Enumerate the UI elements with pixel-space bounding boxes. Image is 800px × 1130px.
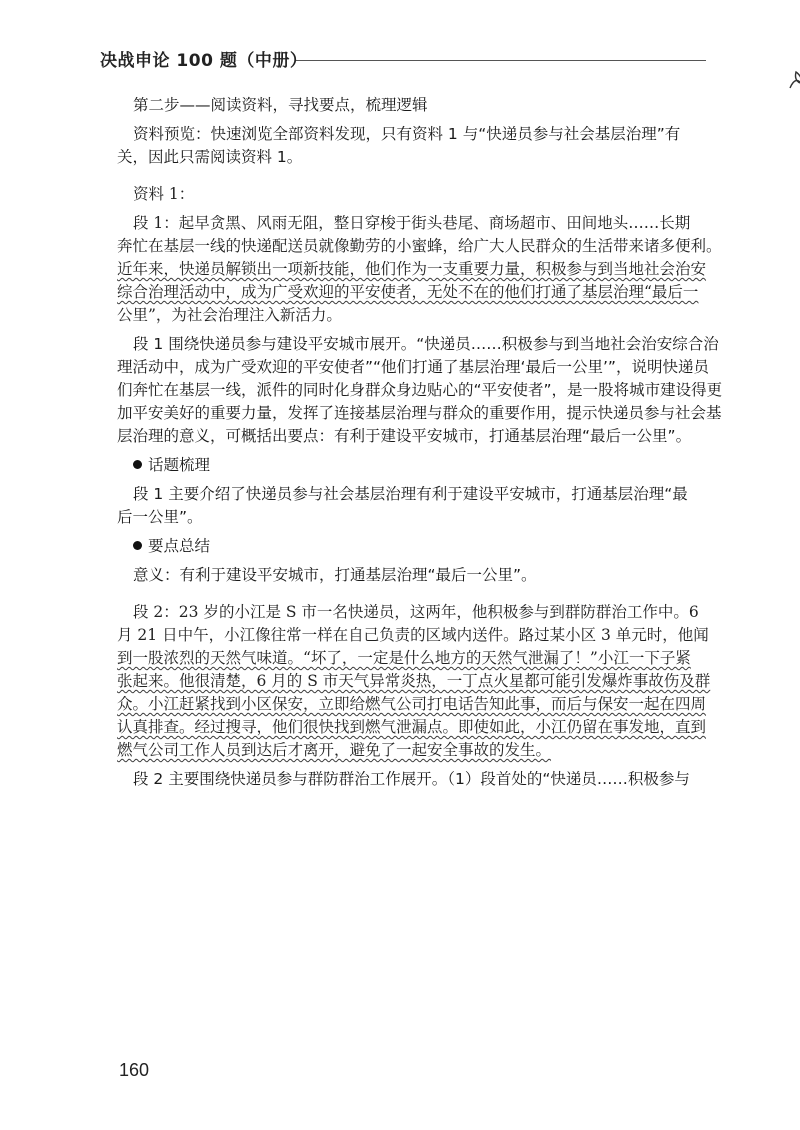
- topic-heading: [117, 454, 717, 477]
- preview-paragraph: [117, 123, 717, 169]
- analysis-paragraph-1: [117, 333, 723, 448]
- step-heading: 第二步——阅读资料，寻找要点，梳理逻辑: [133, 96, 428, 114]
- summary-heading: [117, 535, 717, 558]
- running-header: [100, 44, 720, 74]
- material-line-underlined: 张起来。他很清楚，6 月的 S 市天气异常炎热，一丁点火星都可能引发爆炸事故伤及群: [117, 672, 711, 690]
- header-rule: [296, 60, 706, 61]
- topic-paragraph: [117, 483, 717, 529]
- material-line-underlined: 燃气公司工作人员到达后才离开，避免了一起安全事故的发生。: [117, 741, 552, 759]
- material-line-underlined: 综合治理活动中，成为广受欢迎的平安使者，无处不在的他们打通了基层治理“最后一: [117, 283, 699, 301]
- summary-heading-text: 要点总结: [148, 537, 211, 555]
- page-content: [117, 94, 723, 791]
- analysis-line: 加平安美好的重要力量，发挥了连接基层治理与群众的重要作用，提示快递员参与社会基: [117, 404, 722, 422]
- material-label: 资料 1：: [133, 185, 195, 203]
- analysis-line: 理活动中，成为广受欢迎的平安使者”“他们打通了基层治理‘最后一公里’”，说明快递员: [117, 358, 709, 376]
- analysis-line: 段 1 围绕快递员参与建设平安城市展开。“快递员……积极参与到当地社会治安综合治: [133, 335, 719, 353]
- book-title: 决战申论 100 题（中册）: [100, 51, 308, 71]
- material-line: 公里”，为社会治理注入新活力。: [117, 306, 342, 324]
- material-line: 月 21 日中午，小江像往常一样在自己负责的区域内送件。路过某小区 3 单元时，他闻: [117, 626, 709, 644]
- material-line: 段 1：起早贪黑、风雨无阻，整日穿梭于街头巷尾、商场超市、田间地头……长期: [133, 214, 691, 232]
- material-line-underlined: 近年来，快递员解锁出一项新技能，他们作为一支重要力量，积极参与到当地社会治安: [117, 260, 707, 278]
- topic-heading-text: 话题梳理: [148, 456, 211, 474]
- summary-line: 意义：有利于建设平安城市，打通基层治理“最后一公里”。: [133, 566, 537, 584]
- material-line-underlined: 认真排查。经过搜寻，他们很快找到燃气泄漏点。即使如此，小江仍留在事发地，直到: [117, 718, 707, 736]
- material-line-underlined: 众。小江赶紧找到小区保安，立即给燃气公司打电话告知此事，而后与保安一起在四周: [117, 695, 707, 713]
- analysis-line: 层治理的意义，可概括出要点：有利于建设平安城市，打通基层治理“最后一公里”。: [117, 427, 692, 445]
- material-paragraph-1: [117, 212, 722, 327]
- material-line: 段 2：23 岁的小江是 S 市一名快递员，这两年，他积极参与到群防群治工作中。6: [133, 603, 699, 621]
- bullet-icon: [133, 541, 142, 550]
- analysis-line: 们奔忙在基层一线，派件的同时化身群众身边贴心的“平安使者”，是一股将城市建设得更: [117, 381, 723, 399]
- preview-line: 资料预览：快速浏览全部资料发现，只有资料 1 与“快递员参与社会基层治理”有: [133, 125, 681, 143]
- material-line: 奔忙在基层一线的快递配送员就像勤劳的小蜜蜂，给广大人民群众的生活带来诸多便利。: [117, 237, 722, 255]
- topic-line: 段 1 主要介绍了快递员参与社会基层治理有利于建设平安城市，打通基层治理“最: [133, 485, 688, 503]
- bullet-icon: [133, 460, 142, 469]
- preview-line: 关，因此只需阅读资料 1。: [117, 148, 303, 166]
- sprout-icon: [786, 70, 800, 94]
- material-paragraph-2: [117, 601, 717, 762]
- material-line-underlined: 到一股浓烈的天然气味道。“坏了，一定是什么地方的天然气泄漏了！”小江一下子紧: [117, 649, 691, 667]
- page-number: 160: [119, 1060, 150, 1080]
- analysis-line: 段 2 主要围绕快递员参与群防群治工作展开。（1）段首处的“快递员……积极参与: [133, 770, 690, 788]
- topic-line: 后一公里”。: [117, 508, 203, 526]
